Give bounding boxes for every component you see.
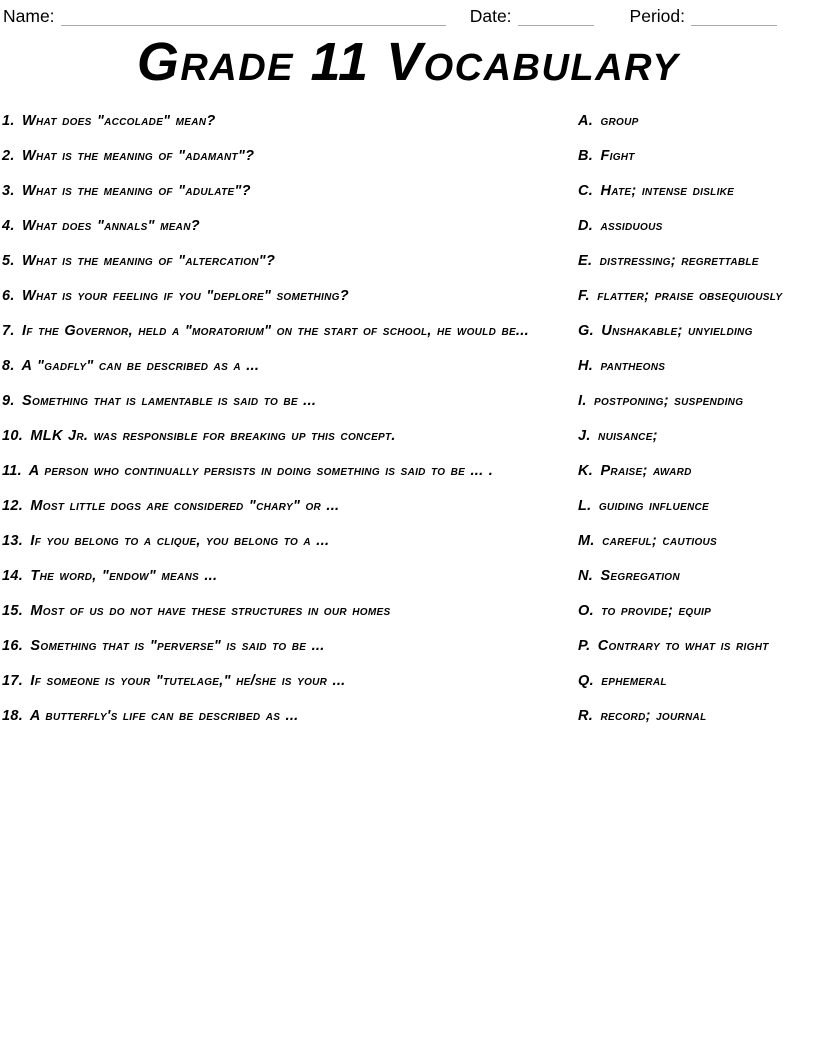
answer-choice [578, 320, 816, 342]
answer-choice [578, 355, 816, 377]
question [2, 635, 578, 657]
question-text: A person who continually persists in doing something is said to be ... . [28, 463, 494, 479]
question-number: 17. [2, 673, 24, 689]
match-row [2, 530, 816, 552]
answer-choice [578, 285, 816, 307]
question-text: Most of us do not have these structures in our homes [30, 603, 391, 619]
match-row [2, 565, 816, 587]
question-number: 4. [2, 218, 15, 234]
question [2, 425, 578, 447]
answer-text: guiding influence [598, 498, 709, 514]
answer-letter: K. [578, 463, 594, 479]
answer-text: to provide; equip [601, 603, 712, 619]
question-number: 12. [2, 498, 24, 514]
answer-text: Hate; intense dislike [600, 183, 735, 199]
answer-text: ephemeral [601, 673, 667, 689]
question-number: 18. [2, 708, 24, 724]
answer-choice [578, 495, 816, 517]
answer-letter: C. [578, 183, 594, 199]
question-text: Something that is "perverse" is said to be ... [30, 638, 325, 654]
question-text: If the Governor, held a "moratorium" on the start of school, he would be... [22, 323, 529, 339]
answer-text: nuisance; [598, 428, 658, 444]
answer-choice [578, 425, 816, 447]
answer-choice [578, 565, 816, 587]
question [2, 250, 578, 272]
question [2, 495, 578, 517]
match-row [2, 215, 816, 237]
answer-letter: D. [578, 218, 594, 234]
answer-letter: P. [578, 638, 591, 654]
question-number: 2. [2, 148, 15, 164]
question-text: What is the meaning of "adulate"? [22, 183, 251, 199]
match-row [2, 600, 816, 622]
match-row [2, 460, 816, 482]
answer-text: careful; cautious [602, 533, 718, 549]
match-row [2, 495, 816, 517]
question [2, 215, 578, 237]
answer-text: Unshakable; unyielding [601, 323, 753, 339]
question [2, 705, 578, 727]
answer-letter: F. [578, 288, 590, 304]
page-title: Grade 11 Vocabulary [136, 32, 680, 92]
match-row [2, 705, 816, 727]
answer-text: pantheons [600, 358, 666, 374]
question-text: Something that is lamentable is said to be ... [22, 393, 317, 409]
question-number: 10. [2, 428, 24, 444]
question [2, 565, 578, 587]
answer-choice [578, 110, 816, 132]
question-number: 9. [2, 393, 15, 409]
question-number: 1. [2, 113, 15, 129]
answer-text: assiduous [600, 218, 663, 234]
match-row [2, 145, 816, 167]
answer-choice [578, 600, 816, 622]
question [2, 145, 578, 167]
match-row [2, 425, 816, 447]
match-row [2, 250, 816, 272]
question [2, 600, 578, 622]
question-number: 7. [2, 323, 15, 339]
answer-choice [578, 705, 816, 727]
question-text: Most little dogs are considered "chary" or ... [30, 498, 340, 514]
answer-letter: B. [578, 148, 594, 164]
date-blank-line [518, 21, 594, 26]
answer-letter: N. [578, 568, 594, 584]
match-row [2, 285, 816, 307]
match-row [2, 180, 816, 202]
match-row [2, 635, 816, 657]
answer-choice [578, 530, 816, 552]
answer-text: record; journal [600, 708, 707, 724]
question-text: MLK Jr. was responsible for breaking up this concept. [30, 428, 396, 444]
question-text: A butterfly's life can be described as ... [29, 708, 299, 724]
question-number: 14. [2, 568, 24, 584]
question-text: What is your feeling if you "deplore" something? [22, 288, 349, 304]
question-text: What is the meaning of "adamant"? [22, 148, 255, 164]
match-row [2, 320, 816, 342]
question [2, 355, 578, 377]
name-blank-line [61, 21, 446, 26]
answer-choice [578, 390, 816, 412]
question-text: If someone is your "tutelage," he/she is your ... [30, 673, 346, 689]
question [2, 180, 578, 202]
answer-letter: H. [578, 358, 594, 374]
answer-letter: R. [578, 708, 594, 724]
answer-letter: J. [578, 428, 591, 444]
answer-letter: Q. [578, 673, 594, 689]
answer-choice [578, 635, 816, 657]
match-row [2, 390, 816, 412]
answer-choice [578, 670, 816, 692]
question-number: 16. [2, 638, 24, 654]
question-text: What does "annals" mean? [22, 218, 200, 234]
match-row [2, 110, 816, 132]
question [2, 285, 578, 307]
question-number: 5. [2, 253, 15, 269]
answer-text: Segregation [600, 568, 680, 584]
worksheet-header [0, 5, 816, 27]
question-number: 3. [2, 183, 15, 199]
answer-choice [578, 460, 816, 482]
answer-text: Contrary to what is right [597, 638, 769, 654]
match-row [2, 355, 816, 377]
answer-text: postponing; suspending [594, 393, 744, 409]
answer-letter: O. [578, 603, 594, 619]
answer-letter: E. [578, 253, 593, 269]
question [2, 460, 578, 482]
answer-letter: I. [578, 393, 587, 409]
question-text: The word, "endow" means ... [30, 568, 218, 584]
period-label: Period: [629, 6, 685, 26]
match-row [2, 670, 816, 692]
question-text: A "gadfly" can be described as a ... [21, 358, 260, 374]
answer-letter: A. [578, 113, 594, 129]
question-text: What does "accolade" mean? [22, 113, 216, 129]
answer-text: Praise; award [600, 463, 692, 479]
question-number: 15. [2, 603, 24, 619]
answer-text: Fight [600, 148, 635, 164]
answer-letter: L. [578, 498, 592, 514]
question [2, 530, 578, 552]
question [2, 110, 578, 132]
name-label: Name: [3, 6, 55, 26]
question [2, 390, 578, 412]
question-number: 6. [2, 288, 15, 304]
answer-choice [578, 250, 816, 272]
period-blank-line [691, 21, 777, 26]
date-label: Date: [469, 6, 512, 26]
matching-list [0, 110, 816, 727]
answer-choice [578, 180, 816, 202]
answer-choice [578, 145, 816, 167]
question-text: If you belong to a clique, you belong to a ... [30, 533, 330, 549]
question [2, 320, 578, 342]
question-number: 13. [2, 533, 24, 549]
question [2, 670, 578, 692]
question-number: 8. [2, 358, 15, 374]
answer-letter: M. [578, 533, 595, 549]
answer-text: flatter; praise obsequiously [597, 288, 783, 304]
answer-choice [578, 215, 816, 237]
answer-text: group [600, 113, 639, 129]
answer-text: distressing; regrettable [599, 253, 759, 269]
answer-letter: G. [578, 323, 594, 339]
question-number: 11. [2, 463, 22, 479]
question-text: What is the meaning of "altercation"? [22, 253, 276, 269]
